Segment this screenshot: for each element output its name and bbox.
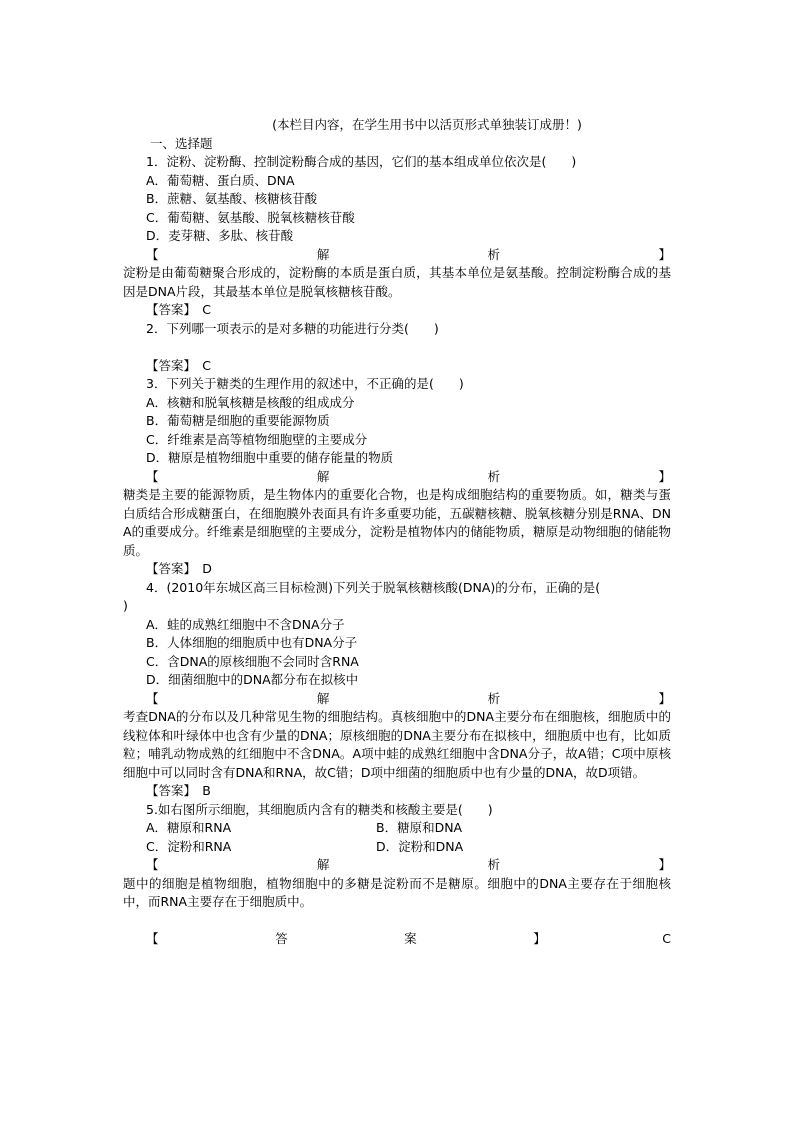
q4-analysis: 考查DNA的分布以及几种常见生物的细胞结构。真核细胞中的DNA主要分布在细胞核，细胞质中的线粒体和叶绿体中也含有少量的DNA；原核细胞的DNA主要分布在拟核中，细胞质中也有，比如质粒；哺乳动物成熟的红细胞中不含DNA。A项中蛙的成熟红细胞中含DNA分子，故A错；C项中原核细胞中可以同时含有DNA和RNA，故C错；D项中细菌的细胞质中也有少量的DNA，故D项错。	[123, 709, 671, 780]
q5-option-b: B．糖原和DNA	[376, 820, 463, 835]
q4-option-b: B．人体细胞的细胞质中也有DNA分子	[146, 635, 358, 650]
q3-option-b: B．葡萄糖是细胞的重要能源物质	[146, 413, 330, 428]
section-title: 一、选择题	[150, 135, 213, 151]
q4-option-c: C．含DNA的原核细胞不会同时含RNA	[146, 653, 359, 669]
q2-spacer	[123, 338, 671, 357]
q4-option-a: A．蛙的成熟红细胞中不含DNA分子	[146, 616, 345, 632]
q4-analysis-header: 【 解 析 】	[146, 690, 671, 706]
q2-answer: 【答案】 C	[146, 357, 212, 373]
q4-stem: 4．(2010年东城区高三目标检测)下列关于脱氧核糖核酸(DNA)的分布，正确的是(	[146, 579, 601, 595]
q1-option-c: C．葡萄糖、氨基酸、脱氧核糖核苷酸	[146, 209, 355, 225]
q1-option-b: B．蔗糖、氨基酸、核糖核苷酸	[146, 191, 318, 206]
q3-option-d: D．糖原是植物细胞中重要的储存能量的物质	[146, 450, 394, 465]
document-page	[123, 116, 671, 949]
q1-answer: 【答案】 C	[146, 302, 212, 317]
q5-option-d: D．淀粉和DNA	[376, 838, 464, 854]
q4-option-d: D．细菌细胞中的DNA都分布在拟核中	[146, 672, 359, 687]
q3-answer: 【答案】 D	[146, 561, 212, 576]
q5-analysis: 题中的细胞是植物细胞，植物细胞中的多糖是淀粉而不是糖原。细胞中的DNA主要存在于细胞核中，而RNA主要存在于细胞质中。	[123, 875, 671, 909]
q4-stem-continued: )	[123, 598, 128, 613]
q3-option-a: A．核糖和脱氧核糖是核酸的组成成分	[146, 394, 355, 410]
q3-stem: 3．下列关于糖类的生理作用的叙述中，不正确的是( )	[146, 376, 464, 391]
q4-answer: 【答案】 B	[146, 783, 211, 798]
q5-spacer	[123, 912, 671, 931]
q1-stem: 1．淀粉、淀粉酶、控制淀粉酶合成的基因，它们的基本组成单位依次是( )	[146, 154, 577, 169]
q5-options-row-1	[123, 819, 671, 838]
q5-option-c: C．淀粉和RNA	[146, 838, 232, 854]
q5-option-a: A．糖原和RNA	[146, 820, 232, 835]
q3-analysis-header: 【 解 析 】	[146, 468, 671, 484]
q5-stem: 5.如右图所示细胞，其细胞质内含有的糖类和核酸主要是( )	[146, 801, 493, 817]
q1-option-d: D．麦芽糖、多肽、核苷酸	[146, 228, 294, 243]
q3-option-c: C．纤维素是高等植物细胞壁的主要成分	[146, 431, 368, 447]
q3-analysis: 糖类是主要的能源物质，是生物体内的重要化合物，也是构成细胞结构的重要物质。如，糖类与蛋白质结合形成糖蛋白，在细胞膜外表面具有许多重要功能，五碳糖核糖、脱氧核糖分别是RNA、DNA的重要成分。纤维素是细胞壁的主要成分，淀粉是植物体内的储能物质，糖原是动物细胞的储能物质。	[123, 487, 671, 558]
q5-answer: 【 答 案 】 C	[146, 931, 671, 946]
q1-analysis: 淀粉是由葡萄糖聚合形成的，淀粉酶的本质是蛋白质，其基本单位是氨基酸。控制淀粉酶合成的基因是DNA片段，其最基本单位是脱氧核糖核苷酸。	[123, 265, 671, 299]
q5-analysis-header: 【 解 析 】	[146, 857, 671, 872]
q1-analysis-header: 【 解 析 】	[146, 246, 671, 262]
page-note: (本栏目内容，在学生用书中以活页形式单独装订成册！)	[272, 117, 582, 132]
q5-options-row-2	[123, 838, 671, 857]
q1-option-a: A．葡萄糖、蛋白质、DNA	[146, 172, 295, 188]
q2-stem: 2．下列哪一项表示的是对多糖的功能进行分类( )	[146, 320, 439, 336]
